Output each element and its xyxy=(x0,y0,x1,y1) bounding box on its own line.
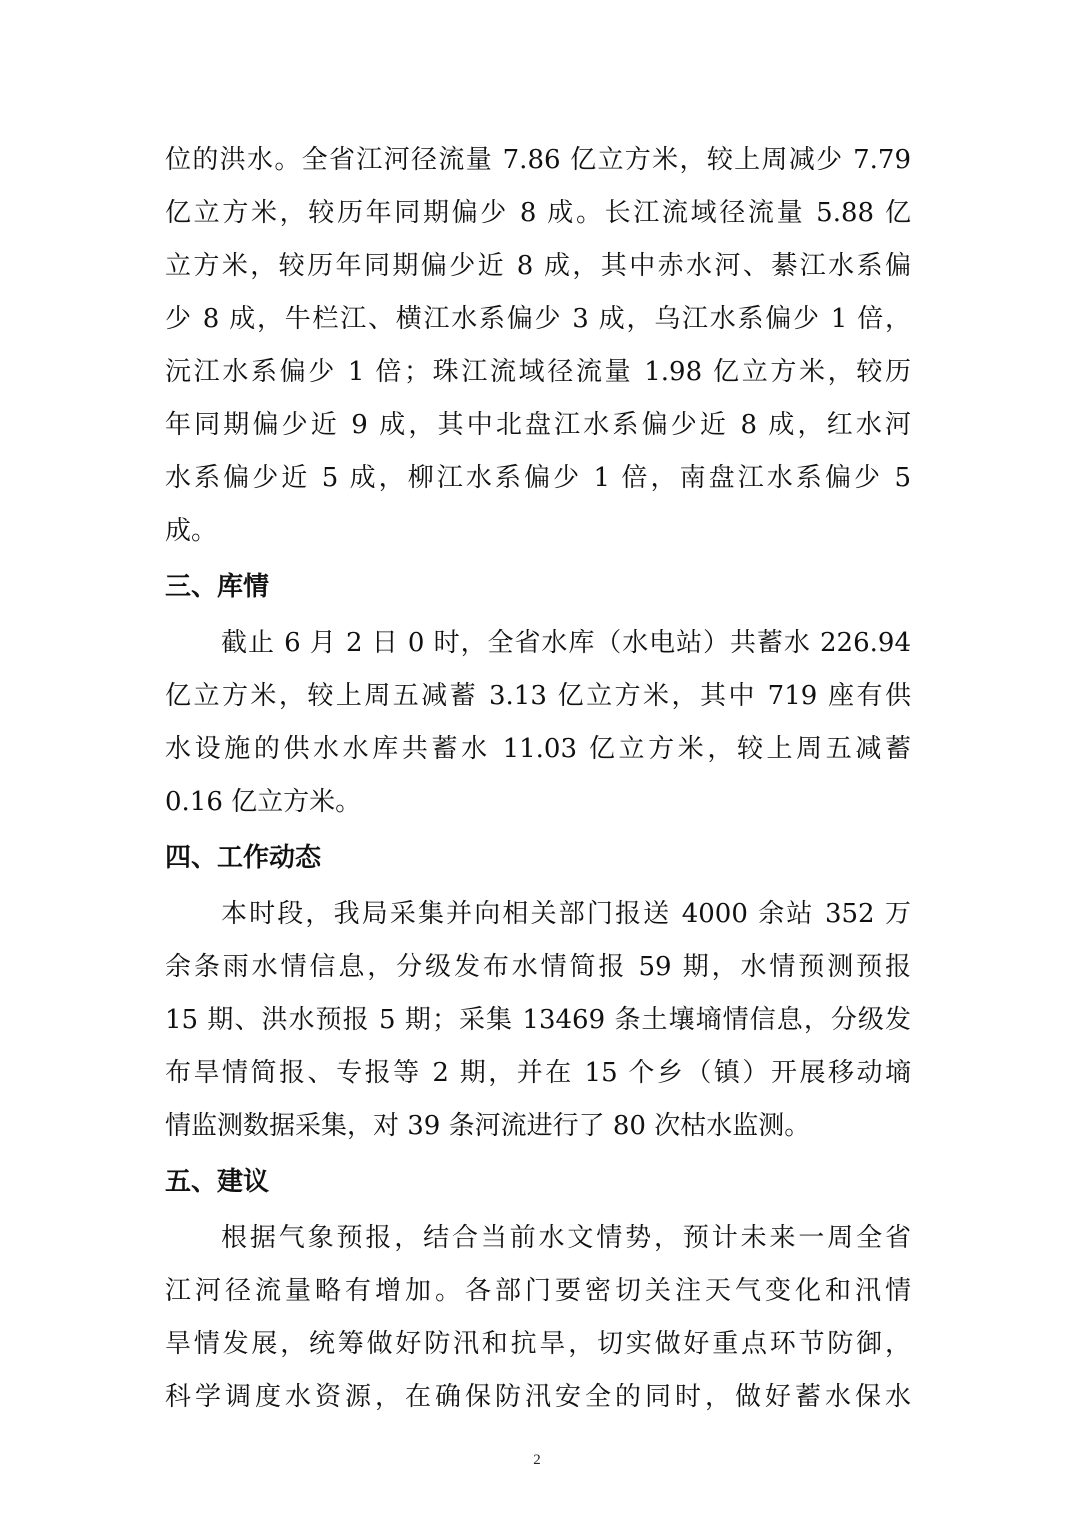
paragraph-runoff xyxy=(165,134,911,558)
document-body xyxy=(165,134,911,1424)
text-line: 情监测数据采集，对 39 条河流进行了 80 次枯水监测。 xyxy=(165,1111,811,1141)
text-line: 本时段，我局采集并向相关部门报送 4000 余站 352 万 xyxy=(221,899,911,929)
text-line: 成。 xyxy=(165,516,218,546)
page-number: 2 xyxy=(533,1452,541,1468)
text-line: 江河径流量略有增加。各部门要密切关注天气变化和汛情 xyxy=(165,1276,911,1306)
text-line: 0.16 亿立方米。 xyxy=(165,787,362,817)
text-line: 位的洪水。全省江河径流量 7.86 亿立方米，较上周减少 7.79 xyxy=(165,145,911,175)
text-line: 余条雨水情信息，分级发布水情简报 59 期，水情预测预报 xyxy=(165,952,911,982)
text-line: 沅江水系偏少 1 倍；珠江流域径流量 1.98 亿立方米，较历 xyxy=(165,357,911,387)
text-line: 截止 6 月 2 日 0 时，全省水库（水电站）共蓄水 226.94 xyxy=(221,628,911,658)
section-heading-reservoir: 三、库情 xyxy=(165,572,270,602)
paragraph-reservoir xyxy=(165,617,911,829)
text-line: 水系偏少近 5 成，柳江水系偏少 1 倍，南盘江水系偏少 5 xyxy=(165,463,911,493)
paragraph-suggestions xyxy=(165,1212,911,1424)
text-line: 立方米，较历年同期偏少近 8 成，其中赤水河、綦江水系偏 xyxy=(165,251,911,281)
text-line: 15 期、洪水预报 5 期；采集 13469 条土壤墒情信息，分级发 xyxy=(165,1005,911,1035)
text-line: 科学调度水资源，在确保防汛安全的同时，做好蓄水保水 xyxy=(165,1382,911,1412)
text-line: 年同期偏少近 9 成，其中北盘江水系偏少近 8 成，红水河 xyxy=(165,410,911,440)
text-line: 水设施的供水水库共蓄水 11.03 亿立方米，较上周五减蓄 xyxy=(165,734,911,764)
text-line: 亿立方米，较历年同期偏少 8 成。长江流域径流量 5.88 亿 xyxy=(165,198,911,228)
text-line: 亿立方米，较上周五减蓄 3.13 亿立方米，其中 719 座有供 xyxy=(165,681,911,711)
paragraph-work-updates xyxy=(165,888,911,1153)
text-line: 根据气象预报，结合当前水文情势，预计未来一周全省 xyxy=(221,1223,911,1253)
section-heading-suggestions: 五、建议 xyxy=(165,1167,270,1197)
text-line: 少 8 成，牛栏江、横江水系偏少 3 成，乌江水系偏少 1 倍， xyxy=(165,304,911,334)
section-heading-work-updates: 四、工作动态 xyxy=(165,843,322,873)
text-line: 旱情发展，统筹做好防汛和抗旱，切实做好重点环节防御， xyxy=(165,1329,911,1359)
text-line: 布旱情简报、专报等 2 期，并在 15 个乡（镇）开展移动墒 xyxy=(165,1058,911,1088)
